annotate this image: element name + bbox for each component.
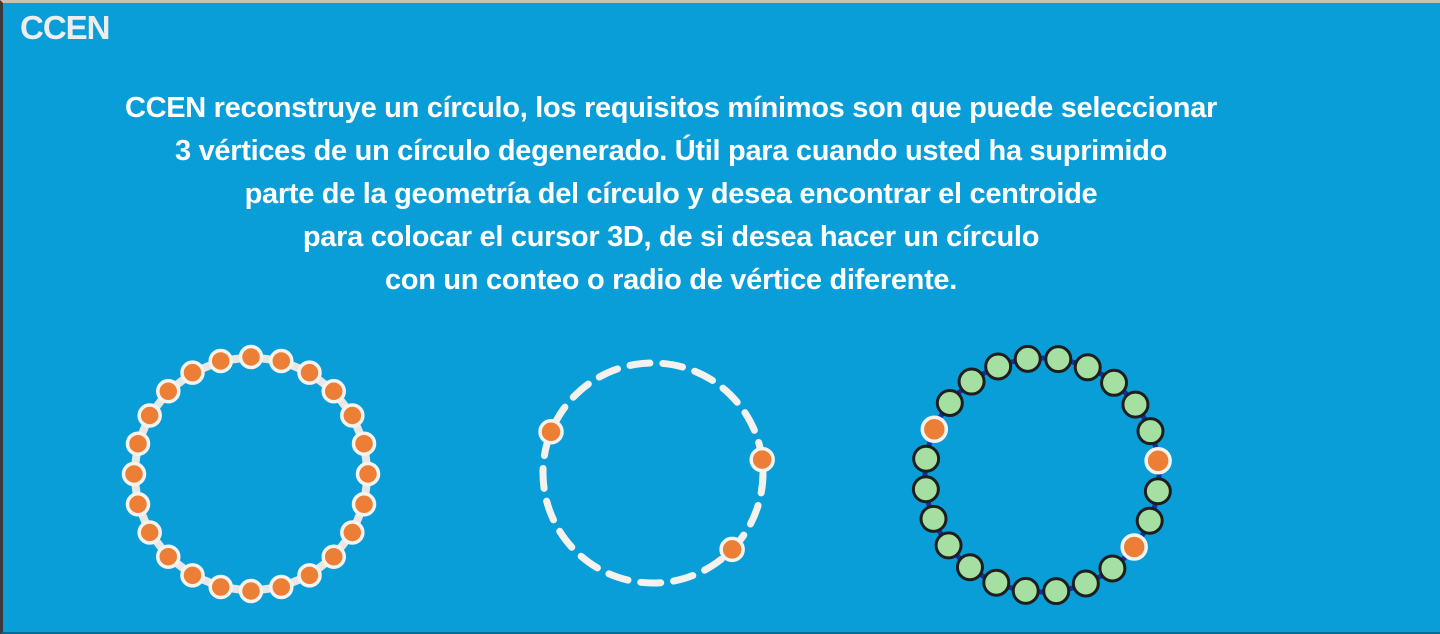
vertex-dot	[127, 494, 148, 515]
description-paragraph	[3, 87, 1339, 302]
new-vertex-dot	[1123, 392, 1148, 417]
selected-vertex-dot	[540, 421, 562, 443]
vertex-dot	[241, 347, 262, 368]
vertex-dot	[354, 433, 375, 454]
selected-vertex-dot	[1122, 535, 1146, 559]
new-vertex-dot	[921, 506, 946, 531]
description-line: 3 vértices de un círculo degenerado. Útil para cuando usted ha suprimido	[174, 135, 1168, 167]
new-vertex-dot	[937, 390, 962, 415]
selected-vertex-dot	[751, 449, 773, 471]
new-vertex-dot	[1145, 479, 1170, 504]
new-vertex-dot	[1015, 346, 1040, 371]
vertex-dot	[124, 464, 145, 485]
vertex-dot	[271, 577, 292, 598]
vertex-dot	[139, 522, 160, 543]
new-vertex-dot	[914, 446, 939, 471]
vertex-dot	[299, 565, 320, 586]
new-vertex-dot	[1046, 347, 1071, 372]
new-vertex-dot	[1013, 578, 1038, 603]
vertex-dot	[182, 565, 203, 586]
vertex-dot	[158, 381, 179, 402]
description-line: parte de la geometría del círculo y desea encontrar el centroide	[244, 178, 1098, 210]
new-vertex-dot	[913, 477, 938, 502]
vertex-dot	[299, 362, 320, 383]
new-vertex-dot	[1100, 556, 1125, 581]
new-vertex-dot	[986, 354, 1011, 379]
new-vertex-dot	[957, 555, 982, 580]
new-vertex-dot	[1137, 508, 1162, 533]
selected-vertex-dot	[922, 417, 946, 441]
description-line: con un conteo o radio de vértice diferente.	[384, 264, 958, 296]
vertex-dot	[358, 464, 379, 485]
vertex-dot	[342, 405, 363, 426]
new-vertex-dot	[959, 369, 984, 394]
vertex-dot	[210, 350, 231, 371]
vertex-dot	[342, 522, 363, 543]
page-title: CCEN	[20, 9, 110, 46]
description-line: CCEN reconstruye un círculo, los requisitos mínimos son que puede seleccionar	[124, 92, 1218, 124]
new-vertex-dot	[936, 533, 961, 558]
vertex-dot	[139, 405, 160, 426]
circle-outline	[925, 358, 1159, 592]
selected-vertex-dot	[721, 538, 743, 560]
vertex-dot	[354, 494, 375, 515]
vertex-dot	[182, 362, 203, 383]
vertex-dot	[323, 381, 344, 402]
selected-vertex-dot	[1146, 449, 1170, 473]
vertex-dot	[323, 546, 344, 567]
new-vertex-dot	[1138, 419, 1163, 444]
vertex-dot	[127, 433, 148, 454]
vertex-dot	[210, 577, 231, 598]
vertex-dot	[158, 546, 179, 567]
vertex-dot	[241, 581, 262, 602]
new-vertex-dot	[1044, 579, 1069, 604]
new-vertex-dot	[1102, 370, 1127, 395]
vertex-dot	[271, 350, 292, 371]
degenerate-circle-all-vertices-diagram	[111, 334, 391, 614]
description-line: para colocar el cursor 3D, de si desea hacer un círculo	[302, 221, 1040, 253]
new-vertex-dot	[984, 570, 1009, 595]
three-selected-vertices-diagram	[513, 333, 793, 613]
new-vertex-dot	[1073, 571, 1098, 596]
new-vertex-dot	[1075, 355, 1100, 380]
reconstructed-circle-diagram	[902, 335, 1182, 615]
